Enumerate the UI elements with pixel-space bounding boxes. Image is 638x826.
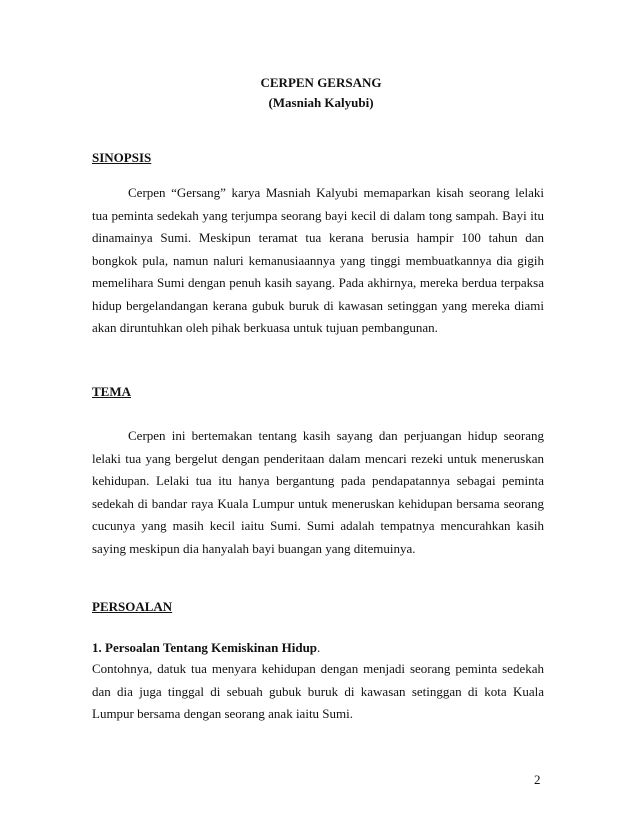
page-number: 2 xyxy=(534,772,541,787)
story-author: (Masniah Kalyubi) xyxy=(268,95,374,110)
persoalan-item-1-title-text: 1. Persoalan Tentang Kemiskinan Hidup xyxy=(92,640,318,655)
heading-persoalan: PERSOALAN xyxy=(92,599,173,614)
heading-tema: TEMA xyxy=(92,384,131,399)
paragraph-persoalan-1: Contohnya, datuk tua menyara kehidupan dengan menjadi seorang peminta sedekah dan dia juga tinggal di sebuah gubuk buruk di kawasan setinggan di kota Kuala Lumpur bersama dengan seorang anak iaitu Sumi. xyxy=(92,661,544,721)
document-title-block xyxy=(0,75,638,111)
story-title: CERPEN GERSANG xyxy=(260,75,382,90)
persoalan-item-1-title xyxy=(92,640,320,656)
paragraph-sinopsis: Cerpen “Gersang” karya Masniah Kalyubi memaparkan kisah seorang lelaki tua peminta sedekah yang terjumpa seorang bayi kecil di dalam tong sampah. Bayi itu dinamainya Sumi. Meskipun teramat tua kerana berusia hampir 100 tahun dan bongkok pula, namun naluri kemanusiaannya yang tinggi membuatkannya dia gigih memelihara Sumi dengan penuh kasih sayang. Pada akhirnya, mereka berdua terpaksa hidup bergelandangan kerana gubuk buruk di kawasan setinggan yang mereka diami akan diruntuhkan oleh pihak berkuasa untuk tujuan pembangunan. xyxy=(92,185,544,335)
paragraph-tema: Cerpen ini bertemakan tentang kasih sayang dan perjuangan hidup seorang lelaki tua yang bergelut dengan penderitaan dalam mencari rezeki untuk meneruskan kehidupan. Lelaki tua itu hanya bergantung pada pendapatannya sebagai peminta sedekah di bandar raya Kuala Lumpur untuk meneruskan kehidupan bersama seorang cucunya yang masih kecil iaitu Sumi. Sumi adalah tempatnya mencurahkan kasih saying meskipun dia hanyalah bayi buangan yang ditemuinya. xyxy=(92,428,544,556)
persoalan-item-1-title-suffix: . xyxy=(317,640,321,655)
heading-sinopsis: SINOPSIS xyxy=(92,150,152,165)
